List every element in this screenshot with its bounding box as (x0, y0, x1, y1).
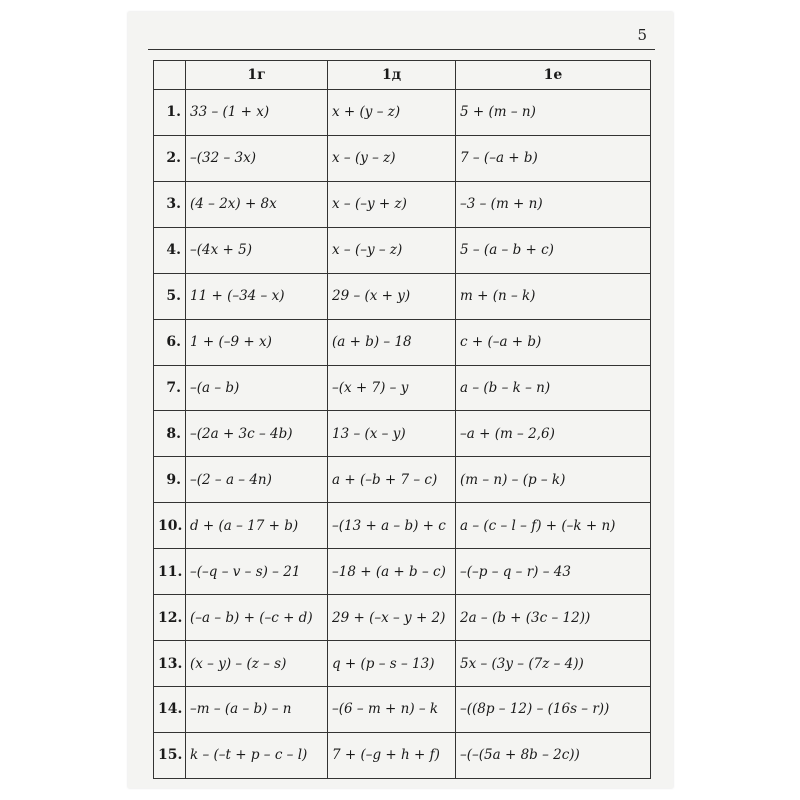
header-column-1e: 1е (456, 61, 651, 90)
row-number: 11. (154, 549, 186, 595)
cell-1g: –(32 – 3x) (186, 135, 328, 181)
table-row (154, 181, 651, 227)
cell-1g: k – (–t + p – c – l) (186, 732, 328, 778)
cell-1e: 5 – (a – b + c) (456, 227, 651, 273)
cell-1g: d + (a – 17 + b) (186, 503, 328, 549)
cell-1d: q + (p – s – 13) (328, 641, 456, 687)
cell-1g: 1 + (–9 + x) (186, 319, 328, 365)
row-number: 1. (154, 90, 186, 136)
header-column-1g: 1г (186, 61, 328, 90)
table-row (154, 227, 651, 273)
cell-1g: –m – (a – b) – n (186, 686, 328, 732)
cell-1d: –(13 + a – b) + c (328, 503, 456, 549)
cell-1d: 13 – (x – y) (328, 411, 456, 457)
table-header-row (154, 61, 651, 90)
row-number: 4. (154, 227, 186, 273)
row-number: 7. (154, 365, 186, 411)
cell-1d: 7 + (–g + h + f) (328, 732, 456, 778)
cell-1d: x – (y – z) (328, 135, 456, 181)
cell-1g: –(2a + 3c – 4b) (186, 411, 328, 457)
cell-1e: a – (b – k – n) (456, 365, 651, 411)
cell-1d: –(6 – m + n) – k (328, 686, 456, 732)
cell-1d: x + (y – z) (328, 90, 456, 136)
cell-1e: –3 – (m + n) (456, 181, 651, 227)
cell-1g: (–a – b) + (–c + d) (186, 595, 328, 641)
cell-1g: 33 – (1 + x) (186, 90, 328, 136)
cell-1e: –(–p – q – r) – 43 (456, 549, 651, 595)
cell-1e: c + (–a + b) (456, 319, 651, 365)
row-number: 10. (154, 503, 186, 549)
row-number: 9. (154, 457, 186, 503)
cell-1d: 29 – (x + y) (328, 273, 456, 319)
cell-1g: –(4x + 5) (186, 227, 328, 273)
cell-1e: –((8p – 12) – (16s – r)) (456, 686, 651, 732)
cell-1e: 5 + (m – n) (456, 90, 651, 136)
cell-1g: –(a – b) (186, 365, 328, 411)
header-column-1d: 1д (328, 61, 456, 90)
book-page (128, 12, 673, 788)
row-number: 12. (154, 595, 186, 641)
table-row (154, 90, 651, 136)
cell-1e: m + (n – k) (456, 273, 651, 319)
exercise-table (153, 60, 651, 779)
table-row (154, 135, 651, 181)
cell-1g: –(2 – a – 4n) (186, 457, 328, 503)
cell-1e: 5x – (3y – (7z – 4)) (456, 641, 651, 687)
cell-1g: 11 + (–34 – x) (186, 273, 328, 319)
row-number: 14. (154, 686, 186, 732)
table-row (154, 686, 651, 732)
cell-1e: 2a – (b + (3c – 12)) (456, 595, 651, 641)
cell-1d: –(x + 7) – y (328, 365, 456, 411)
row-number: 15. (154, 732, 186, 778)
table-row (154, 457, 651, 503)
cell-1d: 29 + (–x – y + 2) (328, 595, 456, 641)
table-row (154, 411, 651, 457)
table-row (154, 319, 651, 365)
table-row (154, 641, 651, 687)
table-row (154, 595, 651, 641)
table-row (154, 549, 651, 595)
header-number-column (154, 61, 186, 90)
table-row (154, 273, 651, 319)
cell-1d: x – (–y + z) (328, 181, 456, 227)
row-number: 5. (154, 273, 186, 319)
row-number: 3. (154, 181, 186, 227)
cell-1e: –(–(5a + 8b – 2c)) (456, 732, 651, 778)
cell-1e: (m – n) – (p – k) (456, 457, 651, 503)
table-row (154, 503, 651, 549)
cell-1g: (4 – 2x) + 8x (186, 181, 328, 227)
cell-1d: (a + b) – 18 (328, 319, 456, 365)
row-number: 6. (154, 319, 186, 365)
header-rule (148, 49, 655, 50)
table-row (154, 732, 651, 778)
cell-1d: –18 + (a + b – c) (328, 549, 456, 595)
cell-1e: a – (c – l – f) + (–k + n) (456, 503, 651, 549)
table-row (154, 365, 651, 411)
cell-1d: x – (–y – z) (328, 227, 456, 273)
cell-1d: a + (–b + 7 – c) (328, 457, 456, 503)
cell-1e: –a + (m – 2,6) (456, 411, 651, 457)
cell-1g: (x – y) – (z – s) (186, 641, 328, 687)
cell-1g: –(–q – v – s) – 21 (186, 549, 328, 595)
cell-1e: 7 – (–a + b) (456, 135, 651, 181)
row-number: 8. (154, 411, 186, 457)
row-number: 2. (154, 135, 186, 181)
page-number: 5 (637, 26, 647, 44)
row-number: 13. (154, 641, 186, 687)
